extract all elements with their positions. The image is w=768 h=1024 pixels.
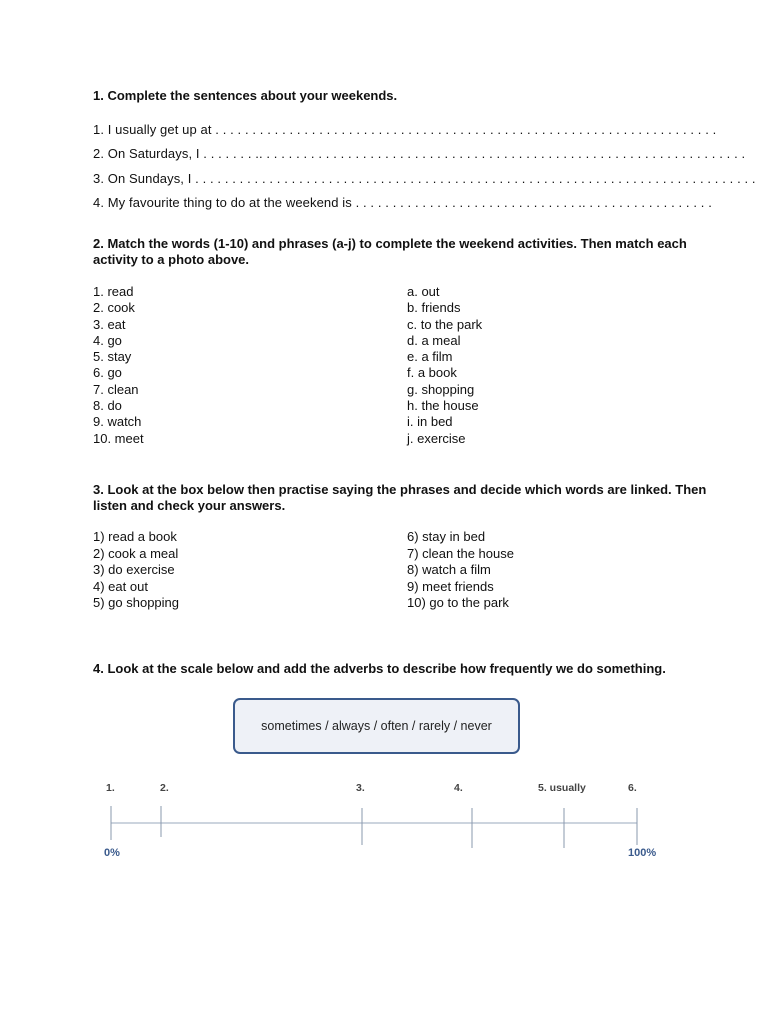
list-item: 3. eat: [93, 316, 126, 332]
section1-heading: 1. Complete the sentences about your weekends.: [93, 88, 398, 103]
list-item: 3) do exercise: [93, 562, 175, 578]
list-item: e. a film: [407, 349, 453, 365]
list-item: i. in bed: [407, 414, 453, 430]
list-item: g. shopping: [407, 381, 475, 397]
section3-heading-line1: 3. Look at the box below then practise saying the phrases and decide which words are linked. Then: [93, 482, 707, 497]
sentence-line-4[interactable]: 4. My favourite thing to do at the weekend is . . . . . . . . . . . . . . . . . . . . . . . . . . . . . . .. . . . . . . . . . . . . . . . . .: [93, 195, 712, 210]
list-item: 2. cook: [93, 300, 135, 316]
adverb-box-text: sometimes / always / often / rarely / never: [261, 719, 492, 733]
list-item: 10. meet: [93, 430, 144, 446]
frequency-scale: [100, 800, 660, 852]
list-item: 7. clean: [93, 381, 139, 397]
list-item: h. the house: [407, 398, 479, 414]
scale-label-4: 4.: [454, 782, 463, 794]
sentence-line-2[interactable]: 2. On Saturdays, I . . . . . . . .. . . . . . . . . . . . . . . . . . . . . . . . . . . . . . . . . . . . . . . . . . . . . . . . . . . . . . . . . . . . . . . . . .: [93, 146, 746, 161]
list-item: c. to the park: [407, 316, 483, 332]
list-item: j. exercise: [407, 430, 466, 446]
list-item: a. out: [407, 284, 440, 299]
list-item: 9. watch: [93, 414, 142, 430]
scale-label-6: 6.: [628, 782, 637, 794]
scale-label-1: 1.: [106, 782, 115, 794]
scale-start-label: 0%: [104, 847, 120, 859]
list-item: b. friends: [407, 300, 461, 316]
scale-label-5: 5. usually: [538, 782, 586, 794]
list-item: 4. go: [93, 332, 122, 348]
section3-heading-line2: listen and check your answers.: [93, 498, 286, 513]
list-item: 6) stay in bed: [407, 529, 486, 544]
list-item: 2) cook a meal: [93, 545, 179, 561]
phrases-list: [407, 284, 482, 447]
phrases-left-list: [93, 529, 179, 612]
list-item: d. a meal: [407, 332, 461, 348]
section2-heading-line2: activity to a photo above.: [93, 252, 250, 267]
list-item: 5) go shopping: [93, 595, 180, 611]
section4-heading: 4. Look at the scale below and add the adverbs to describe how frequently we do something.: [93, 661, 666, 676]
scale-label-3: 3.: [356, 782, 365, 794]
list-item: 1. read: [93, 284, 134, 299]
list-item: 10) go to the park: [407, 595, 509, 611]
scale-label-2: 2.: [160, 782, 169, 794]
list-item: 8. do: [93, 398, 122, 414]
list-item: 5. stay: [93, 349, 132, 365]
sentence-line-3[interactable]: 3. On Sundays, I . . . . . . . . . . . . . . . . . . . . . . . . . . . . . . . . . . . . . . . . . . . . . . . . . . . . . . . . . . . . . . . . . . . . . . . . . . . .: [93, 171, 756, 186]
phrases-right-list: [407, 529, 514, 612]
adverb-box: [233, 698, 520, 754]
sentence-line-1[interactable]: 1. I usually get up at . . . . . . . . . . . . . . . . . . . . . . . . . . . . . . . . . . . . . . . . . . . . . . . . . . . . . . . . . . . . . . . . . . . .: [93, 122, 717, 137]
list-item: 9) meet friends: [407, 578, 494, 594]
list-item: 1) read a book: [93, 529, 177, 544]
scale-end-label: 100%: [628, 847, 657, 859]
list-item: f. a book: [407, 365, 457, 381]
section2-heading-line1: 2. Match the words (1-10) and phrases (a-j) to complete the weekend activities. Then match each: [93, 236, 687, 251]
words-list: [93, 284, 144, 447]
list-item: 8) watch a film: [407, 562, 491, 578]
list-item: 7) clean the house: [407, 545, 514, 561]
list-item: 6. go: [93, 365, 122, 381]
list-item: 4) eat out: [93, 578, 148, 594]
